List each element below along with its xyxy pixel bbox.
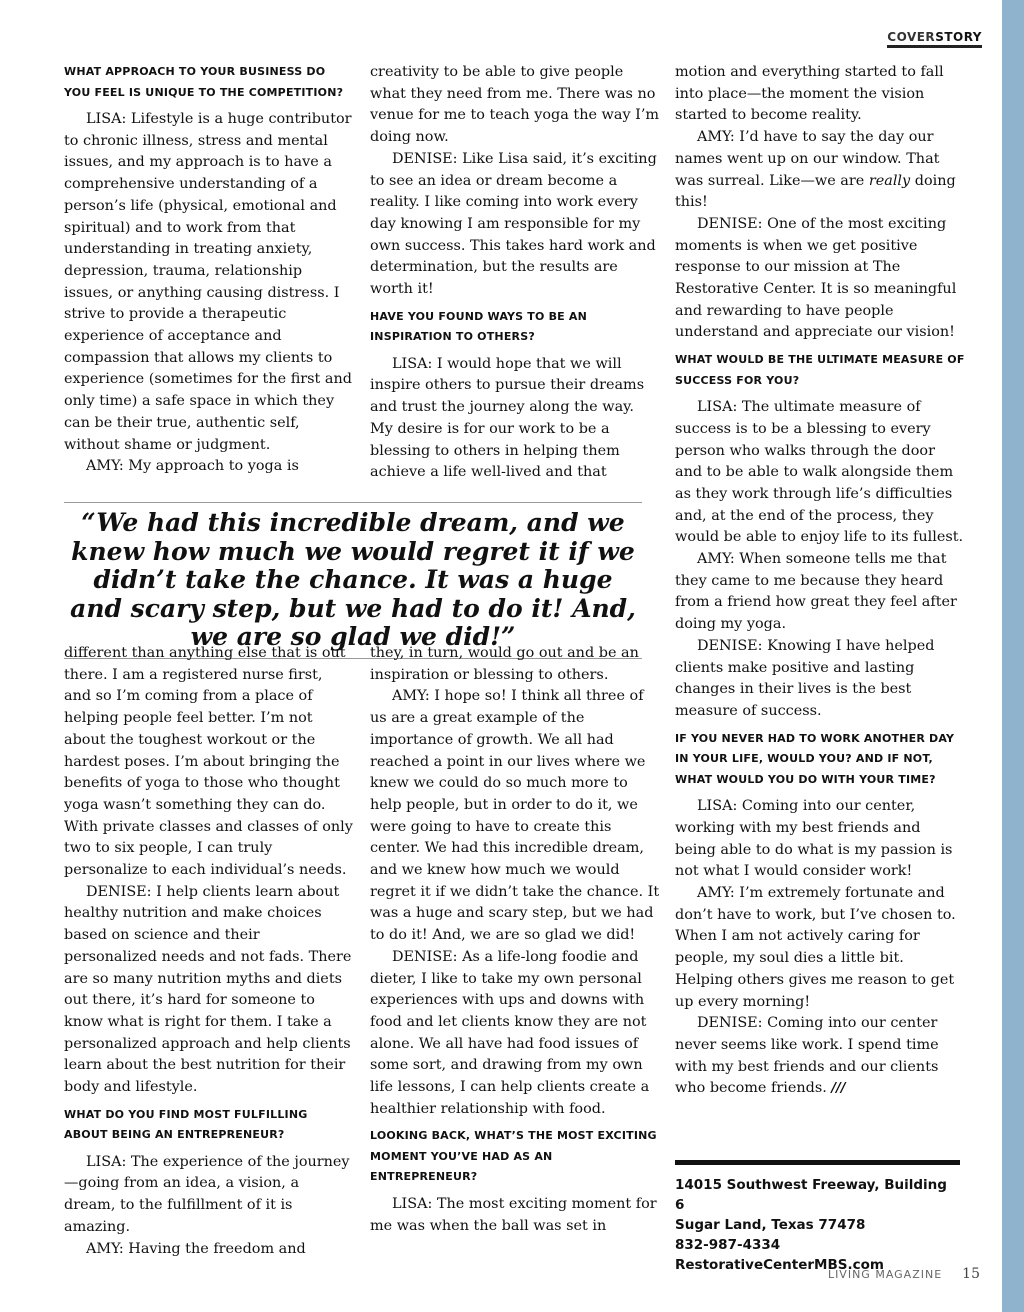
address-line-2: Sugar Land, Texas 77478: [675, 1217, 866, 1233]
paragraph: LISA: Lifestyle is a huge contributor to chronic illness, stress and mental issues, and my approach is to have a comprehensive understanding of a person’s life (physical, emotional and spiritual) and to work from that understanding in treating anxiety, depression, trauma, relationship issues, or anything causing distress. I strive to provide a therapeutic experience of acceptance and compassion that allows my clients to experience (sometimes for the first and only time) a safe space in which they can be their true, authentic self, without shame or judgment.: [64, 111, 352, 453]
address-line-1: 14015 Southwest Freeway, Building 6: [675, 1177, 947, 1213]
paragraph: AMY: When someone tells me that they came to me because they heard from a friend how great they feel after doing my yoga.: [675, 551, 957, 633]
question-heading: LOOKING BACK, WHAT’S THE MOST EXCITING MOMENT YOU’VE HAD AS AN ENTREPRENEUR?: [370, 1129, 657, 1184]
paragraph: AMY: I hope so! I think all three of us are a great example of the importance of growth. We all had reached a point in our lives where we knew we could do so much more to help people, but in order to do it, we were going to have to create this center. We had this incredible dream, and we knew how much we would regret it if we didn’t take the chance. It was a huge and scary step, but we had to do it! And, we are so glad we did!: [370, 688, 660, 944]
paragraph: they, in turn, would go out and be an inspiration or blessing to others.: [370, 645, 639, 683]
paragraph: LISA: The ultimate measure of success is to be a blessing to every person who walks through the door and to be able to walk alongside them as they work through life’s difficulties and, at the end of the process, they would be able to enjoy life to its fullest.: [675, 399, 964, 546]
emphasis-text: really: [868, 172, 911, 189]
publication-name: LIVING MAGAZINE: [827, 1268, 943, 1281]
phone-number: 832-987-4334: [675, 1237, 781, 1253]
section-label-cover: COVER: [887, 30, 936, 44]
paragraph: AMY: My approach to yoga is: [86, 458, 299, 475]
question-heading: HAVE YOU FOUND WAYS TO BE AN INSPIRATION TO OTHERS?: [370, 309, 588, 344]
question-heading: WHAT WOULD BE THE ULTIMATE MEASURE OF SUCCESS FOR YOU?: [675, 353, 965, 387]
paragraph: creativity to be able to give people what they need from me. There was no venue for me to teach yoga the way I’m doing now.: [370, 64, 660, 146]
paragraph: AMY: Having the freedom and: [86, 1240, 306, 1257]
text-run: DENISE: Coming into our center never seems like work. I spend time with my best friends and our clients who become friends.: [675, 1015, 939, 1097]
paragraph: LISA: I would hope that we will inspire others to pursue their dreams and trust the journey along the way. My desire is for our work to be a blessing to others in helping them achieve a life well-lived and that: [370, 355, 645, 481]
column-2-top: [370, 62, 660, 484]
paragraph: DENISE: I help clients learn about healthy nutrition and make choices based on science and their personalized needs and not fads. There are so many nutrition myths and diets out there, it’s hard for someone to know what is right for them. I take a personalized approach and help clients learn about the best nutrition for their body and lifestyle.: [64, 883, 352, 1096]
column-1-bottom: [64, 643, 354, 1260]
paragraph: different than anything else that is out there. I am a registered nurse first, and so I’m coming from a place of helping people feel better. I’m not about the toughest workout or the hardest poses. I’m about bringing the benefits of yoga to those who thought yoga wasn’t something they can do. With private classes and classes of only two to six people, I can truly personalize to each individual’s needs.: [64, 645, 353, 879]
column-2-bottom: [370, 643, 660, 1237]
section-header: [887, 30, 982, 48]
text-run: AMY: I’d have to say the day our names went up on our window. That was surreal. Like—we are: [675, 129, 940, 189]
paragraph: DENISE: As a life-long foodie and dieter, I like to take my own personal experiences with ups and downs with food and let clients know they are not alone. We all have had food issues of some sort, and drawing from my own life lessons, I can help clients create a healthier relationship with food.: [370, 948, 650, 1117]
paragraph: [675, 127, 965, 214]
contact-info: [675, 1160, 960, 1275]
section-label-story: STORY: [935, 30, 982, 44]
pull-quote: “We had this incredible dream, and we knew how much we would regret it if we didn’t take the chance. It was a huge and scary step, but we had to do it! And, we are so glad we did!”: [64, 502, 642, 659]
paragraph: AMY: I’m extremely fortunate and don’t have to work, but I’ve chosen to. When I am not actively caring for people, my soul dies a little bit. Helping others gives me reason to get up every morning!: [675, 885, 956, 1010]
side-color-band: [1002, 0, 1024, 1312]
paragraph: LISA: The experience of the journey—going from an idea, a vision, a dream, to the fulfillment of it is amazing.: [64, 1153, 350, 1235]
end-mark-icon: ///: [831, 1081, 846, 1097]
website-link[interactable]: RestorativeCenterMBS.com: [675, 1257, 884, 1273]
paragraph: DENISE: One of the most exciting moments is when we get positive response to our mission at The Restorative Center. It is so meaningful and rewarding to have people understand and appreciate our vision!: [675, 215, 957, 341]
paragraph: motion and everything started to fall into place—the moment the vision started to become reality.: [675, 64, 944, 124]
column-1-top: [64, 62, 354, 478]
text-run: doing this!: [675, 172, 956, 211]
paragraph: DENISE: Like Lisa said, it’s exciting to see an idea or dream become a reality. I like coming into work every day knowing I am responsible for my own success. This takes hard work and determination, but the results are worth it!: [370, 150, 657, 298]
page-footer: [828, 1266, 980, 1282]
page-number: 15: [962, 1266, 980, 1282]
paragraph: [675, 1013, 965, 1100]
paragraph: LISA: The most exciting moment for me was when the ball was set in: [370, 1195, 657, 1234]
column-3: [675, 62, 965, 1100]
paragraph: LISA: Coming into our center, working with my best friends and being able to do what is my passion is not what I would consider work!: [675, 798, 953, 880]
question-heading: IF YOU NEVER HAD TO WORK ANOTHER DAY IN YOUR LIFE, WOULD YOU? AND IF NOT, WHAT WOULD YOU DO WITH YOUR TIME?: [675, 731, 955, 786]
question-heading: WHAT APPROACH TO YOUR BUSINESS DO YOU FEEL IS UNIQUE TO THE COMPETITION?: [64, 65, 344, 99]
paragraph: DENISE: Knowing I have helped clients make positive and lasting changes in their lives is the best measure of success.: [675, 637, 935, 719]
question-heading: WHAT DO YOU FIND MOST FULFILLING ABOUT BEING AN ENTREPRENEUR?: [64, 1107, 308, 1142]
